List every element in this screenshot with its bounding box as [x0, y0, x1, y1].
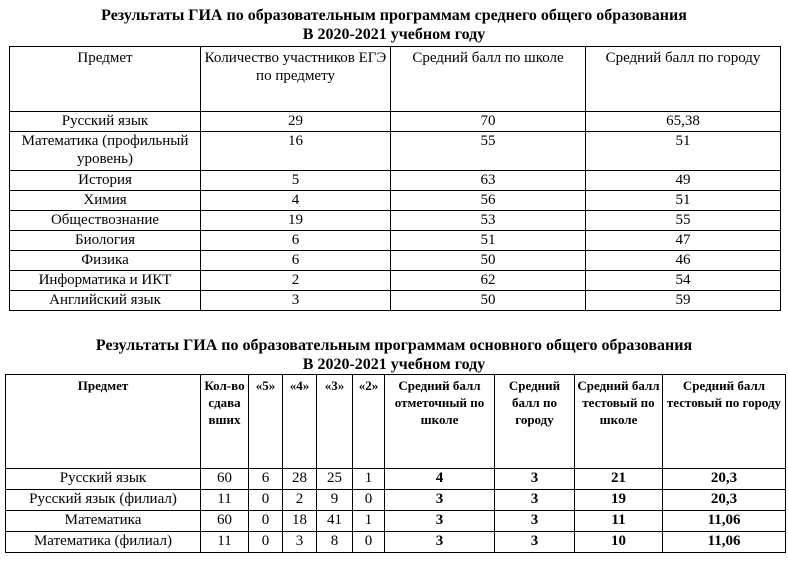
cell-grade-4: 2 [283, 490, 317, 511]
basic-title-line2: В 2020-2021 учебном году [302, 356, 486, 373]
cell-count: 60 [201, 511, 249, 532]
cell-school-avg: 51 [391, 231, 586, 251]
cell-avg-test-city: 11,06 [663, 532, 786, 553]
cell-subject: Математика (филиал) [6, 532, 201, 553]
cell-participants: 19 [201, 211, 391, 231]
cell-city-avg: 47 [586, 231, 781, 251]
cell-count: 11 [201, 532, 249, 553]
header-avg-mark-city: Средний балл по городу [495, 375, 575, 469]
cell-city-avg: 46 [586, 251, 781, 271]
cell-avg-mark-school: 4 [385, 469, 495, 490]
cell-school-avg: 70 [391, 112, 586, 132]
cell-city-avg: 59 [586, 291, 781, 311]
cell-subject: Физика [10, 251, 201, 271]
basic-results-table [5, 374, 786, 553]
table-row [10, 231, 781, 251]
cell-subject: Математика [6, 511, 201, 532]
cell-count: 11 [201, 490, 249, 511]
cell-participants: 16 [201, 132, 391, 171]
cell-avg-test-city: 20,3 [663, 490, 786, 511]
header-city-avg: Средний балл по городу [586, 47, 781, 112]
cell-grade-5: 0 [249, 532, 283, 553]
cell-avg-mark-city: 3 [495, 532, 575, 553]
cell-subject: Русский язык [10, 112, 201, 132]
cell-grade-5: 0 [249, 490, 283, 511]
cell-subject: Русский язык [6, 469, 201, 490]
cell-avg-mark-school: 3 [385, 532, 495, 553]
cell-participants: 6 [201, 231, 391, 251]
cell-school-avg: 63 [391, 171, 586, 191]
table-row [10, 112, 781, 132]
header-avg-test-city: Средний балл тестовый по городу [663, 375, 786, 469]
cell-subject: Английский язык [10, 291, 201, 311]
cell-avg-test-school: 19 [575, 490, 663, 511]
cell-grade-2: 0 [353, 490, 385, 511]
cell-grade-3: 8 [317, 532, 353, 553]
table-row [10, 211, 781, 231]
table-row [6, 532, 786, 553]
table-row [6, 511, 786, 532]
cell-subject: Химия [10, 191, 201, 211]
cell-grade-3: 41 [317, 511, 353, 532]
cell-city-avg: 51 [586, 132, 781, 171]
secondary-title-line1: Результаты ГИА по образовательным программам среднего общего образования [101, 7, 687, 24]
cell-avg-mark-school: 3 [385, 511, 495, 532]
secondary-results-table [9, 46, 781, 311]
cell-school-avg: 53 [391, 211, 586, 231]
header-subject: Предмет [6, 375, 201, 469]
basic-results-title [0, 336, 788, 374]
secondary-title-line2: В 2020-2021 учебном году [302, 26, 486, 43]
table-row [10, 191, 781, 211]
cell-avg-test-school: 21 [575, 469, 663, 490]
table-row [10, 171, 781, 191]
cell-grade-2: 0 [353, 532, 385, 553]
header-grade-5: «5» [249, 375, 283, 469]
cell-city-avg: 65,38 [586, 112, 781, 132]
table-row [10, 251, 781, 271]
header-grade-2: «2» [353, 375, 385, 469]
cell-avg-test-city: 11,06 [663, 511, 786, 532]
cell-participants: 5 [201, 171, 391, 191]
cell-grade-4: 18 [283, 511, 317, 532]
cell-count: 60 [201, 469, 249, 490]
cell-subject: Русский язык (филиал) [6, 490, 201, 511]
cell-school-avg: 50 [391, 291, 586, 311]
cell-avg-test-school: 11 [575, 511, 663, 532]
cell-participants: 4 [201, 191, 391, 211]
cell-school-avg: 50 [391, 251, 586, 271]
cell-school-avg: 62 [391, 271, 586, 291]
cell-subject: Обществознание [10, 211, 201, 231]
cell-subject: Математика (профильный уровень) [10, 132, 201, 171]
cell-city-avg: 51 [586, 191, 781, 211]
cell-participants: 29 [201, 112, 391, 132]
cell-avg-mark-city: 3 [495, 469, 575, 490]
header-avg-mark-school: Средний балл отметочный по школе [385, 375, 495, 469]
table-header-row [10, 47, 781, 112]
secondary-results-title [0, 6, 788, 44]
cell-grade-2: 1 [353, 511, 385, 532]
table-row [10, 291, 781, 311]
table-header-row [6, 375, 786, 469]
cell-subject: Информатика и ИКТ [10, 271, 201, 291]
header-participants: Количество участников ЕГЭ по предмету [201, 47, 391, 112]
cell-avg-test-city: 20,3 [663, 469, 786, 490]
cell-avg-mark-city: 3 [495, 490, 575, 511]
cell-grade-5: 0 [249, 511, 283, 532]
header-grade-4: «4» [283, 375, 317, 469]
header-count: Кол-во сдава вших [201, 375, 249, 469]
table-row [6, 469, 786, 490]
cell-grade-2: 1 [353, 469, 385, 490]
cell-grade-4: 28 [283, 469, 317, 490]
cell-city-avg: 55 [586, 211, 781, 231]
basic-title-line1: Результаты ГИА по образовательным программам основного общего образования [95, 337, 693, 354]
cell-grade-3: 9 [317, 490, 353, 511]
cell-school-avg: 56 [391, 191, 586, 211]
header-subject: Предмет [10, 47, 201, 112]
cell-city-avg: 54 [586, 271, 781, 291]
header-grade-3: «3» [317, 375, 353, 469]
cell-avg-mark-school: 3 [385, 490, 495, 511]
cell-grade-5: 6 [249, 469, 283, 490]
cell-school-avg: 55 [391, 132, 586, 171]
table-row [10, 271, 781, 291]
cell-subject: Биология [10, 231, 201, 251]
cell-avg-test-school: 10 [575, 532, 663, 553]
cell-participants: 2 [201, 271, 391, 291]
cell-grade-3: 25 [317, 469, 353, 490]
header-school-avg: Средний балл по школе [391, 47, 586, 112]
cell-subject: История [10, 171, 201, 191]
table-row [6, 490, 786, 511]
cell-avg-mark-city: 3 [495, 511, 575, 532]
cell-participants: 3 [201, 291, 391, 311]
cell-city-avg: 49 [586, 171, 781, 191]
cell-participants: 6 [201, 251, 391, 271]
cell-grade-4: 3 [283, 532, 317, 553]
header-avg-test-school: Средний балл тестовый по школе [575, 375, 663, 469]
table-row [10, 132, 781, 171]
